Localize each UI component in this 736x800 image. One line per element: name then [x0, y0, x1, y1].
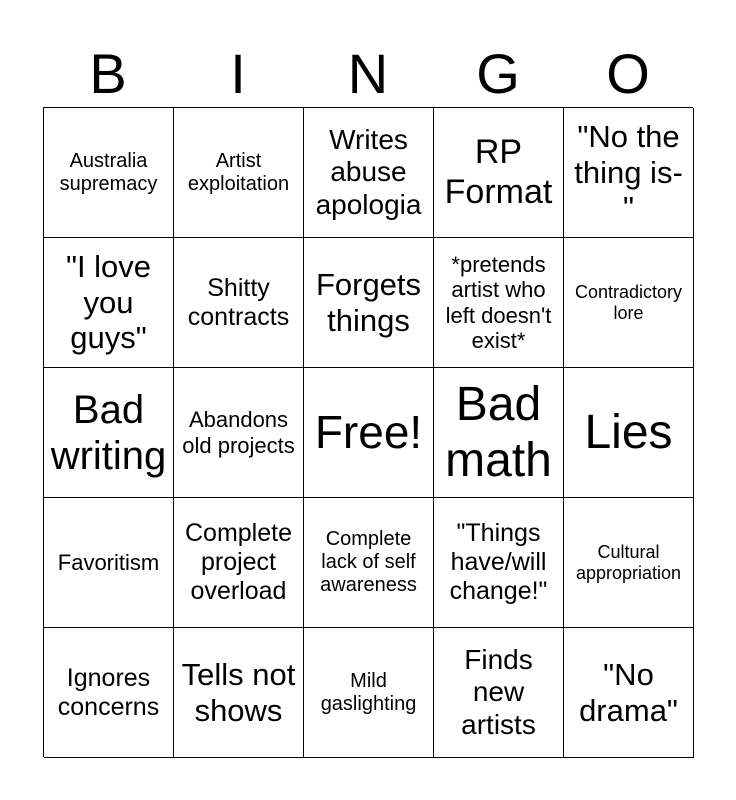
- header-letter-n: N: [347, 42, 389, 105]
- cell-text: Complete lack of self awareness: [320, 528, 417, 596]
- header-letter-g: G: [476, 42, 520, 105]
- bingo-cell[interactable]: [564, 108, 694, 238]
- bingo-board: [43, 107, 693, 757]
- cell-text: Lies: [584, 405, 673, 459]
- cell-text: Mild gaslighting: [320, 669, 417, 715]
- bingo-cell[interactable]: [434, 368, 564, 498]
- free-space-text: Free!: [314, 406, 423, 459]
- bingo-cell[interactable]: [174, 498, 304, 628]
- cell-text: Contradictory lore: [574, 281, 683, 323]
- bingo-cell[interactable]: [434, 498, 564, 628]
- cell-text: "No the thing is-": [574, 119, 683, 226]
- bingo-cell[interactable]: [564, 628, 694, 758]
- cell-text: "Things have/will change!": [449, 519, 548, 605]
- bingo-cell[interactable]: [174, 108, 304, 238]
- cell-text: Complete project overload: [185, 519, 292, 605]
- bingo-cell[interactable]: [564, 238, 694, 368]
- bingo-cell[interactable]: [304, 238, 434, 368]
- header-letter-o: O: [606, 42, 650, 105]
- bingo-header: [43, 40, 693, 108]
- cell-text: "I love you guys": [65, 249, 152, 356]
- cell-text: Forgets things: [315, 266, 422, 338]
- cell-text: Australia supremacy: [59, 149, 158, 195]
- bingo-cell[interactable]: [44, 108, 174, 238]
- free-space-cell[interactable]: [304, 368, 434, 498]
- bingo-cell[interactable]: [304, 498, 434, 628]
- cell-text: Shitty contracts: [187, 273, 290, 331]
- cell-text: Favoritism: [57, 549, 160, 575]
- cell-text: Tells not shows: [181, 656, 296, 728]
- cell-text: RP Format: [444, 133, 553, 211]
- bingo-cell[interactable]: [44, 238, 174, 368]
- bingo-cell[interactable]: [564, 368, 694, 498]
- bingo-cell[interactable]: [304, 108, 434, 238]
- bingo-cell[interactable]: [44, 368, 174, 498]
- bingo-cell[interactable]: [434, 108, 564, 238]
- header-letter-i: I: [230, 42, 246, 105]
- bingo-cell[interactable]: [434, 238, 564, 368]
- header-letter-b: B: [89, 42, 127, 105]
- cell-text: Finds new artists: [461, 644, 536, 740]
- bingo-cell[interactable]: [304, 628, 434, 758]
- bingo-cell[interactable]: [174, 628, 304, 758]
- bingo-cell[interactable]: [564, 498, 694, 628]
- bingo-cell[interactable]: [44, 498, 174, 628]
- cell-text: Writes abuse apologia: [315, 124, 422, 220]
- cell-text: Bad writing: [50, 387, 167, 478]
- cell-text: Artist exploitation: [187, 149, 290, 195]
- cell-text: Bad math: [445, 378, 552, 487]
- cell-text: *pretends artist who left doesn't exist*: [445, 251, 552, 353]
- cell-text: Cultural appropriation: [575, 541, 682, 583]
- cell-text: Abandons old projects: [182, 407, 295, 458]
- bingo-cell[interactable]: [434, 628, 564, 758]
- cell-text: "No drama": [579, 656, 678, 728]
- bingo-cell[interactable]: [44, 628, 174, 758]
- bingo-cell[interactable]: [174, 368, 304, 498]
- cell-text: Ignores concerns: [57, 663, 160, 721]
- bingo-cell[interactable]: [174, 238, 304, 368]
